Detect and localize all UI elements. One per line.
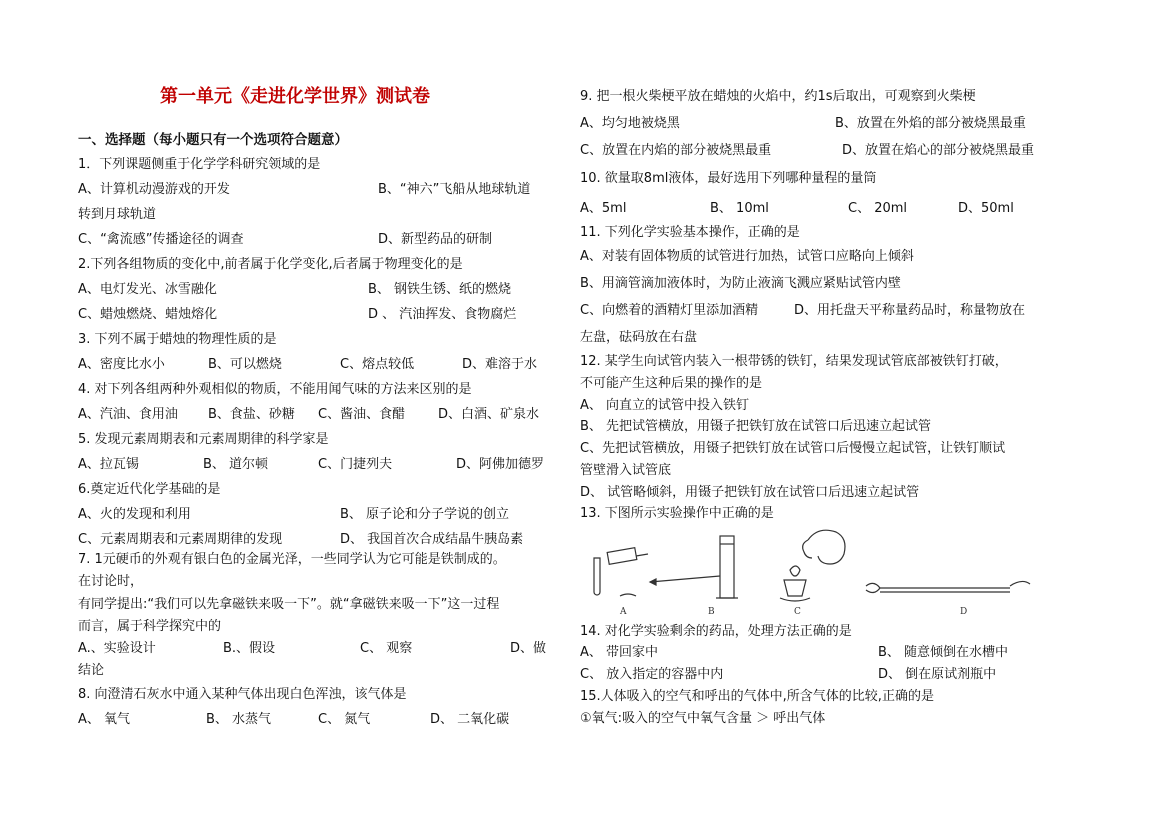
question-line: 在讨论时， [78,574,144,589]
question-line: 有同学提出:“我们可以先拿磁铁来吸一下”。就“拿磁铁来吸一下”这一过程 [78,597,500,612]
figure-label-c: C [794,607,801,617]
question-line: 12. 某学生向试管内装入一根带锈的铁钉，结果发现试管底部被铁钉打破， [580,354,1008,369]
question-line: 转到月球轨道 [78,207,157,222]
question-line: B、用滴管滴加液体时，为防止液滴飞溅应紧贴试管内壁 [580,276,901,291]
answer-option: D、新型药品的研制 [378,232,493,247]
answer-option: A、均匀地被烧黑 [580,116,680,131]
question-line: 15.人体吸入的空气和呼出的气体中,所含气体的比较,正确的是 [580,689,934,704]
question-line: 8. 向澄清石灰水中通入某种气体出现白色浑浊，该气体是 [78,687,407,702]
answer-option: A、5ml [580,201,627,216]
answer-option: D、 倒在原试剂瓶中 [878,667,997,682]
answer-option: C、元素周期表和元素周期律的发现 [78,532,283,547]
figure-label-b: B [708,607,715,617]
answer-option: C、酱油、食醋 [318,407,406,422]
answer-option: C、放置在内焰的部分被烧黑最重 [580,143,772,158]
answer-option: A、 带回家中 [580,645,659,660]
question-line: 2.下列各组物质的变化中,前者属于化学变化,后者属于物理变化的是 [78,257,463,272]
answer-option: D、阿佛加德罗 [456,457,545,472]
answer-option: D、 二氧化碳 [430,712,510,727]
figure-a-pouring [594,548,648,596]
question-line: 9. 把一根火柴梗平放在蜡烛的火焰中，约1s后取出，可观察到火柴梗 [580,89,976,104]
answer-option: D、放置在焰心的部分被烧黑最重 [842,143,1035,158]
answer-option: B、 水蒸气 [206,712,272,727]
answer-option: B、 随意倾倒在水槽中 [878,645,1009,660]
answer-option: A.、实验设计 [78,641,156,656]
figure-c-blowing [780,530,845,601]
question-line: A、对装有固体物质的试管进行加热，试管口应略向上倾斜 [580,249,914,264]
question-line: 不可能产生这种后果的操作的是 [580,376,763,391]
answer-option: C、蜡烛燃烧、蜡烛熔化 [78,307,218,322]
question-line: 而言，属于科学探究中的 [78,619,222,634]
answer-option: D、 我国首次合成结晶牛胰岛素 [340,532,524,547]
question-line: 结论 [78,663,105,678]
question-line: A、 向直立的试管中投入铁钉 [580,398,750,413]
figure-d-heating [866,581,1030,592]
answer-option: A、密度比水小 [78,357,165,372]
figure-label-d: D [960,607,968,617]
answer-option: A、 氧气 [78,712,131,727]
answer-option: A、拉瓦锡 [78,457,139,472]
question-line: B、 先把试管横放，用镊子把铁钉放在试管口后迅速立起试管 [580,419,932,434]
question-line: 5. 发现元素周期表和元素周期律的科学家是 [78,432,329,447]
answer-option: D、难溶于水 [462,357,538,372]
answer-option: B、可以燃烧 [208,357,282,372]
answer-option: B、 钢铁生锈、纸的燃烧 [368,282,512,297]
question-line: 7. 1元硬币的外观有银白色的金属光泽，一些同学认为它可能是铁制成的。 [78,552,506,567]
answer-option: D、做 [510,641,547,656]
question-line: 4. 对下列各组两种外观相似的物质，不能用闻气味的方法来区别的是 [78,382,472,397]
answer-option: B.、假设 [223,641,276,656]
question-line: 14. 对化学实验剩余的药品，处理方法正确的是 [580,624,852,639]
question-line: D、 试管略倾斜，用镊子把铁钉放在试管口后迅速立起试管 [580,485,920,500]
answer-option: C、 氮气 [318,712,371,727]
answer-option: D、用托盘天平称量药品时，称量物放在 [794,303,1026,318]
answer-option: D 、 汽油挥发、食物腐烂 [368,307,517,322]
question-line: 1．下列课题侧重于化学学科研究领域的是 [78,157,321,172]
section-heading: 一、选择题（每小题只有一个选项符合题意） [78,132,348,148]
answer-option: C、向燃着的酒精灯里添加酒精 [580,303,759,318]
figure-label-a: A [620,607,627,617]
page-title: 第一单元《走进化学世界》测试卷 [160,86,430,107]
question-line: 管壁滑入试管底 [580,463,672,478]
lab-operations-figure [580,522,1050,617]
answer-option: B、 10ml [710,201,769,216]
answer-option: A、火的发现和利用 [78,507,191,522]
answer-option: B、 原子论和分子学说的创立 [340,507,510,522]
answer-option: C、 观察 [360,641,413,656]
answer-option: B、放置在外焰的部分被烧黑最重 [835,116,1026,131]
question-line: 11. 下列化学实验基本操作，正确的是 [580,225,800,240]
answer-option: B、“神六”飞船从地球轨道 [378,182,531,197]
question-line: 3. 下列不属于蜡烛的物理性质的是 [78,332,277,347]
question-line: 左盘，砝码放在右盘 [580,330,698,345]
question-line: C、先把试管横放，用镊子把铁钉放在试管口后慢慢立起试管，让铁钉顺试 [580,441,1006,456]
answer-option: B、 道尔顿 [203,457,269,472]
answer-option: C、“禽流感”传播途径的调查 [78,232,244,247]
answer-option: D、白酒、矿泉水 [438,407,540,422]
answer-option: A、计算机动漫游戏的开发 [78,182,230,197]
answer-option: C、 20ml [848,201,908,216]
answer-option: C、门捷列夫 [318,457,393,472]
question-line: 13. 下图所示实验操作中正确的是 [580,506,774,521]
question-line: 6.奠定近代化学基础的是 [78,482,221,497]
figure-b-dropper [650,536,738,598]
question-line: ①氧气:吸入的空气中氧气含量 ＞ 呼出气体 [580,711,826,726]
answer-option: B、食盐、砂糖 [208,407,295,422]
answer-option: A、汽油、食用油 [78,407,178,422]
answer-option: C、 放入指定的容器中内 [580,667,724,682]
answer-option: C、熔点较低 [340,357,415,372]
answer-option: A、电灯发光、冰雪融化 [78,282,217,297]
answer-option: D、50ml [958,201,1014,216]
question-line: 10. 欲量取8ml液体，最好选用下列哪种量程的量筒 [580,171,877,186]
